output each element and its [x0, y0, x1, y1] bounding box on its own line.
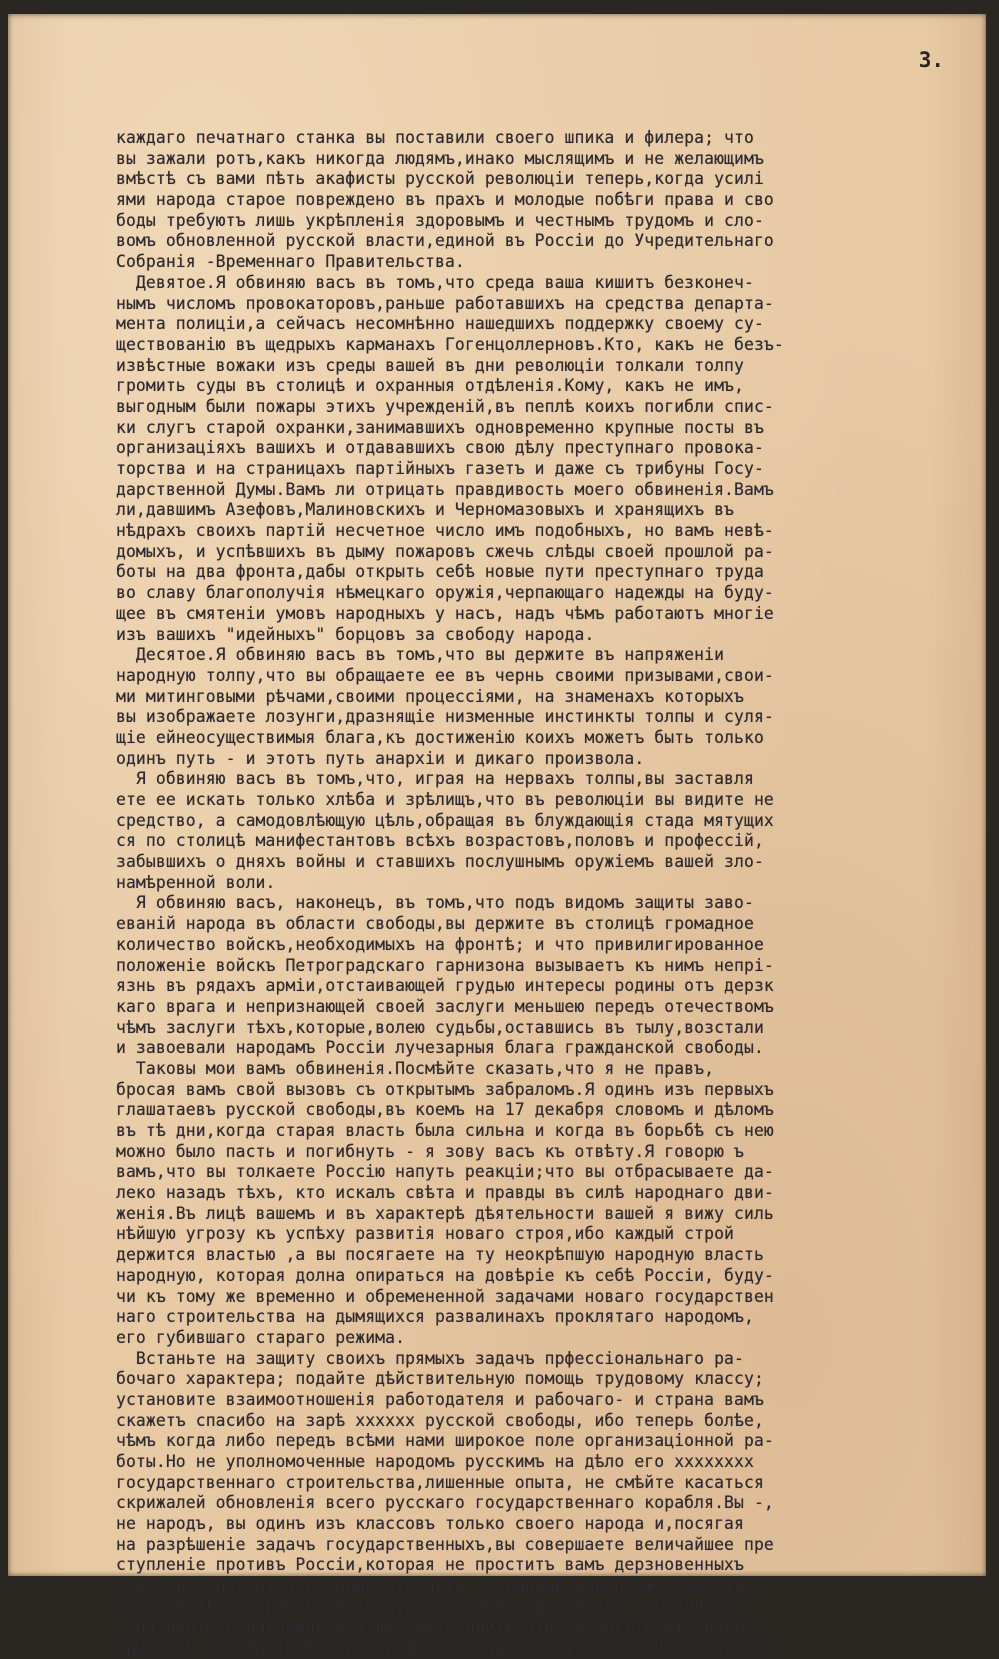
text-line: покушенiй на захватъ кормила власти, и раньше или позже смететъ: [116, 1576, 744, 1596]
text-line: ступленiе противъ Россiи,которая не проститъ вамъ дерзновенныхъ: [116, 1555, 744, 1575]
text-line: мента полицiи,а сейчасъ несомнѣнно нашедшихъ поддержку своему су-: [116, 314, 764, 334]
text-line: одинъ путь - и этотъ путь анархiи и дикаго произвола.: [116, 748, 645, 768]
text-line: нымъ числомъ провокаторовъ,раньше работавшихъ на средства департа-: [116, 293, 774, 313]
text-line: бросая вамъ свой вызовъ съ открытымъ забраломъ.Я одинъ изъ первыхъ: [116, 1079, 774, 1099]
text-line: домыхъ, и успѣвшихъ въ дыму пожаровъ сжечь слѣды своей прошлой ра-: [116, 541, 774, 561]
text-line: леко назадъ тѣхъ, кто искалъ свѣта и правды въ силѣ народнаго дви-: [116, 1183, 774, 1203]
text-line: государственнаго строительства,лишенные опыта, не смѣйте касаться: [116, 1472, 764, 1492]
text-line: Девятое.Я обвиняю васъ въ томъ,что среда ваша кишитъ безконеч-: [116, 272, 754, 292]
text-line: васъ съ тѣхъ горныхъ мѣстъ,куда вы такъ дерзновенно забрались.: [116, 1596, 735, 1616]
text-line: положенiе войскъ Петроградскаго гарнизона вызываетъ къ нимъ непрi-: [116, 955, 774, 975]
text-line: и завоевали народамъ Россiи лучезарныя блага гражданской свободы.: [116, 1038, 764, 1058]
text-line: чи къ тому же временно и обремененной задачами новаго государствен: [116, 1286, 774, 1306]
text-line: ществованiю въ щедрыхъ карманахъ Гогенцоллерновъ.Кто, какъ не безъ-: [116, 334, 784, 354]
text-line: боды требуютъ лишь укрѣпленiя здоровымъ и честнымъ трудомъ и сло-: [116, 210, 764, 230]
text-line: щiе ейнеосуществимыя блага,къ достиженiю коихъ можетъ быть только: [116, 727, 764, 747]
text-line: организацiяхъ вашихъ и отдававшихъ свою дѣлу преступнаго провока-: [116, 438, 764, 458]
text-line: извѣстные вожаки изъ среды вашей въ дни революцiи толкали толпу: [116, 355, 744, 375]
text-line: скрижалей обновленiя всего русскаго государственнаго корабля.Вы -,: [116, 1493, 774, 1513]
text-line: народную толпу,что вы обращаете ее въ чернь своими призывами,свои-: [116, 665, 774, 685]
text-line: Таковы мои вамъ обвиненiя.Посмѣйте сказать,что я не правъ,: [116, 1058, 715, 1078]
text-line: вы зажали ротъ,какъ никогда людямъ,инако мыслящимъ и не желающимъ: [116, 148, 764, 168]
text-line: ями народа старое повреждено въ прахъ и молодые побѣги права и сво: [116, 190, 774, 210]
text-line: Десятое.Я обвиняю васъ въ томъ,что вы держите въ напряженiи: [116, 645, 725, 665]
text-line: средство, а самодовлѣющую цѣль,обращая въ блуждающiя стада мятущих: [116, 810, 774, 830]
text-line: можно было пасть и погибнуть - я зову васъ къ отвѣту.Я говорю ъ: [116, 1141, 744, 1161]
text-line: каго врага и непризнающей своей заслуги меньшею передъ отечествомъ: [116, 996, 774, 1016]
text-line: на разрѣшенiе задачъ государственныхъ,вы совершаете величайшее пре: [116, 1534, 774, 1554]
text-line: Назовитесь,наконецъ,кто вы такiе.Дайте отвѣтъ Россiи,кто васъ: [116, 1617, 744, 1637]
text-line: глашатаевъ русской свободы,въ коемъ на 17 декабря словомъ и дѣломъ: [116, 1100, 774, 1120]
text-line: изъ вашихъ "идейныхъ" борцовъ за свободу народа.: [116, 624, 595, 644]
page-number: 3.: [918, 48, 944, 72]
text-line: вамъ,что вы толкаете Россiю напуть реакцiи;что вы отбрасываете да-: [116, 1162, 774, 1182]
text-line: не народъ, вы одинъ изъ классовъ только своего народа и,посягая: [116, 1514, 744, 1534]
text-line: его губившаго стараго режима.: [116, 1327, 406, 1347]
text-line: ки слугъ старой охранки,занимавшихъ одновременно крупные посты въ: [116, 417, 764, 437]
text-line: установите взаимоотношенiя работодателя и рабочаго- и страна вамъ: [116, 1389, 764, 1409]
text-line: забывшихъ о дняхъ войны и ставшихъ послушнымъ оружiемъ вашей зло-: [116, 852, 764, 872]
text-line: Я обвиняю васъ въ томъ,что, играя на нервахъ толпы,вы заставля: [116, 769, 754, 789]
text-line: ете ее искать только хлѣба и зрѣлищъ,что въ революцiи вы видите не: [116, 790, 774, 809]
text-line: народную, которая долна опираться на довѣрiе къ себѣ Россiи, буду-: [116, 1265, 774, 1285]
text-line: щее въ смятенiи умовъ народныхъ у насъ, надъ чѣмъ работаютъ многiе: [116, 603, 774, 623]
text-line: вы изображаете лозунги,дразнящiе низменные инстинкты толпы и суля-: [116, 707, 774, 727]
text-line: бочаго характера; подайте дѣйствительную помощь трудовому классу;: [116, 1369, 764, 1389]
text-line: дарственной Думы.Вамъ ли отрицать правдивость моего обвиненiя.Вамъ: [116, 479, 774, 499]
text-line: нѣдрахъ своихъ партiй несчетное число имъ подобныхъ, но вамъ невѣ-: [116, 521, 774, 541]
text-line: Встаньте на защиту своихъ прямыхъ задачъ прфессiональнаго ра-: [116, 1348, 744, 1368]
text-line: держится властью ,а вы посягаете на ту неокрѣпшую народную власть: [116, 1245, 764, 1265]
text-line: выгодным были пожары этихъ учрежденiй,въ пеплѣ коихъ погибли спис-: [116, 396, 774, 416]
text-line: каждаго печатнаго станка вы поставили своего шпика и филера; что: [116, 128, 754, 147]
text-line: вомъ обновленной русской власти,единой въ Россiи до Учредительнаго: [116, 231, 774, 251]
text-line: Собранiя -Временнаго Правительства.: [116, 252, 465, 272]
text-line: чѣмъ заслуги тѣхъ,которые,волею судьбы,оставшись въ тылу,возстали: [116, 1017, 764, 1037]
document-page: [8, 14, 986, 1658]
text-line: нѣйшую угрозу къ успѣху развитiя новаго строя,ибо каждый строй: [116, 1224, 735, 1244]
text-line: язнь въ рядахъ армiи,отстаивающей грудью интересы родины отъ дерзк: [116, 976, 774, 996]
text-line: ся по столицѣ манифестантовъ всѣхъ возрастовъ,половъ и профессiй,: [116, 831, 764, 851]
text-line: наго строительства на дымящихся развалинахъ проклятаго народомъ,: [116, 1307, 754, 1327]
text-line: Я обвиняю васъ, наконецъ, въ томъ,что подъ видомъ защиты заво-: [116, 893, 754, 913]
text-line: боты на два фронта,дабы открыть себѣ новые пути преступнаго труда: [116, 562, 764, 582]
text-line: вмѣстѣ съ вами пѣть акафисты русской революцiи теперь,когда усилi: [116, 169, 764, 189]
text-line: количество войскъ,необходимыхъ на фронтѣ; и что привилигированное: [116, 934, 764, 954]
text-line: ли,давшимъ Азефовъ,Малиновскихъ и Черномазовыхъ и хранящихъ въ: [116, 500, 735, 520]
text-line: еванiй народа въ области свободы,вы держите въ столицѣ громадное: [116, 914, 754, 934]
text-line: женiя.Въ лицѣ вашемъ и въ характерѣ дѣятельности вашей я вижу силь: [116, 1203, 774, 1223]
text-line: торства и на страницахъ партiйныхъ газетъ и даже съ трибуны Госу-: [116, 459, 764, 478]
text-line: намѣренной воли.: [116, 872, 276, 892]
text-line: ми митинговыми рѣчами,своими процессiями, на знаменахъ которыхъ: [116, 686, 744, 706]
text-line: чѣмъ когда либо передъ всѣми нами широкое поле организацiонной ра-: [116, 1431, 774, 1451]
text-line: въ тѣ дни,когда старая власть была сильна и когда въ борьбѣ съ нею: [116, 1121, 774, 1140]
text-line: боты.Но не уполномоченные народомъ русскимъ на дѣло его xxxxxxxx: [116, 1452, 754, 1471]
text-line: скажетъ спасибо на зарѣ xxxxxx русской свободы, ибо теперь болѣе,: [116, 1410, 764, 1430]
text-line: громить суды въ столицѣ и охранныя отдѣленiя.Кому, какъ не имъ,: [116, 376, 744, 396]
text-line: во славу благополучiя нѣмецкаго оружiя,черпающаго надежды на буду-: [116, 583, 774, 603]
typewritten-body-text: [116, 128, 976, 1659]
text-line: призвалъ къ власти.Какова профессiя ваша.Кто уполномочилъ васъ,на-: [116, 1638, 774, 1658]
